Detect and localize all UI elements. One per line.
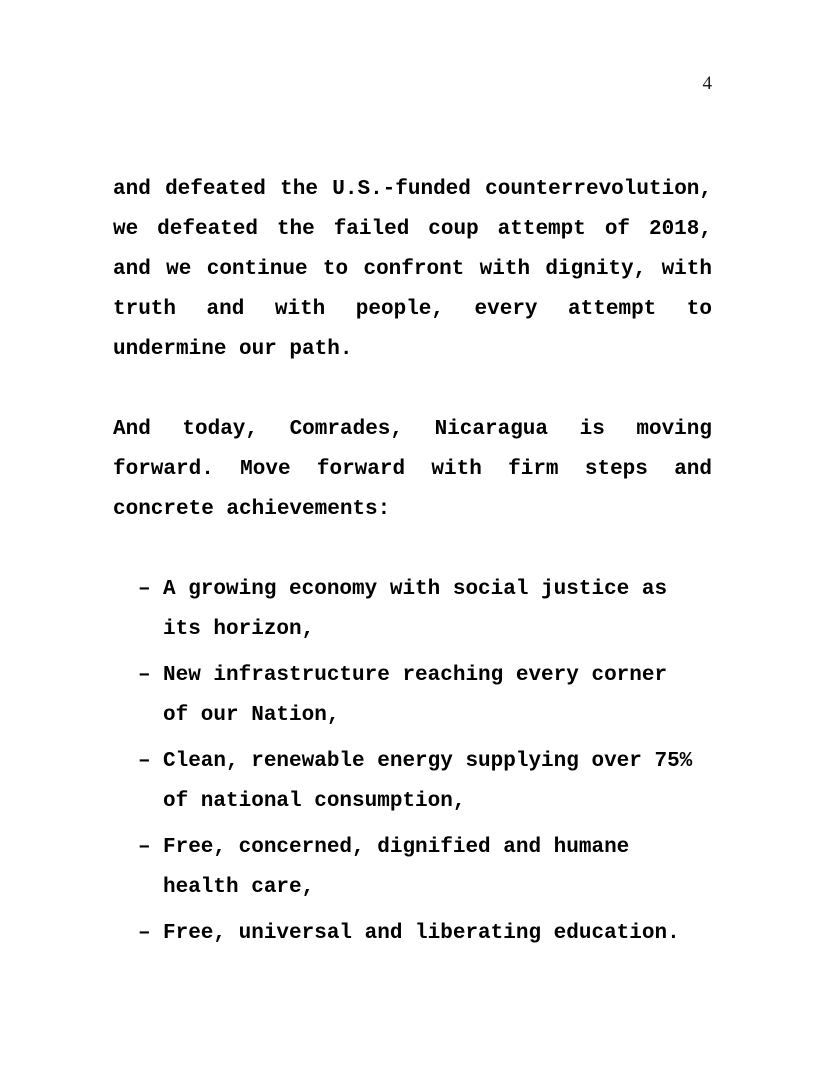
bullet-content <box>163 570 712 650</box>
text-line: health care, <box>163 876 315 899</box>
bullet-dash: – <box>138 750 151 773</box>
bullet-dash: – <box>138 836 151 859</box>
text-line: and defeated the U.S.-funded counterrevolution, <box>113 178 712 201</box>
text-line: and we continue to confront with dignity, with <box>113 258 712 281</box>
bullet-dash: – <box>138 578 151 601</box>
bullet-content <box>163 828 712 908</box>
text-line: Free, concerned, dignified and humane <box>163 836 630 859</box>
bullet-item <box>113 914 712 954</box>
text-line: A growing economy with social justice as <box>163 578 668 601</box>
text-line: of our Nation, <box>163 704 340 727</box>
text-line: Free, universal and liberating education. <box>163 922 680 945</box>
bullet-content <box>163 914 712 954</box>
text-line: New infrastructure reaching every corner <box>163 664 668 687</box>
text-line: forward. Move forward with firm steps and <box>113 458 712 481</box>
page-number: 4 <box>702 73 712 94</box>
text-line: And today, Comrades, Nicaragua is moving <box>113 418 712 441</box>
text-line: its horizon, <box>163 618 315 641</box>
text-line: truth and with people, every attempt to <box>113 298 712 321</box>
bullet-item <box>113 656 712 736</box>
bullet-item <box>113 570 712 650</box>
text-line: we defeated the failed coup attempt of 2018, <box>113 218 712 241</box>
bullet-item <box>113 828 712 908</box>
page-body <box>113 170 712 954</box>
text-line: concrete achievements: <box>113 498 391 521</box>
bullet-dash: – <box>138 664 151 687</box>
text-line: of national consumption, <box>163 790 466 813</box>
paragraph <box>113 170 712 370</box>
text-line: undermine our path. <box>113 338 353 361</box>
bullet-list <box>113 570 712 954</box>
bullet-dash: – <box>138 922 151 945</box>
bullet-content <box>163 742 712 822</box>
text-line: Clean, renewable energy supplying over 75% <box>163 750 693 773</box>
bullet-content <box>163 656 712 736</box>
bullet-item <box>113 742 712 822</box>
paragraph <box>113 410 712 530</box>
